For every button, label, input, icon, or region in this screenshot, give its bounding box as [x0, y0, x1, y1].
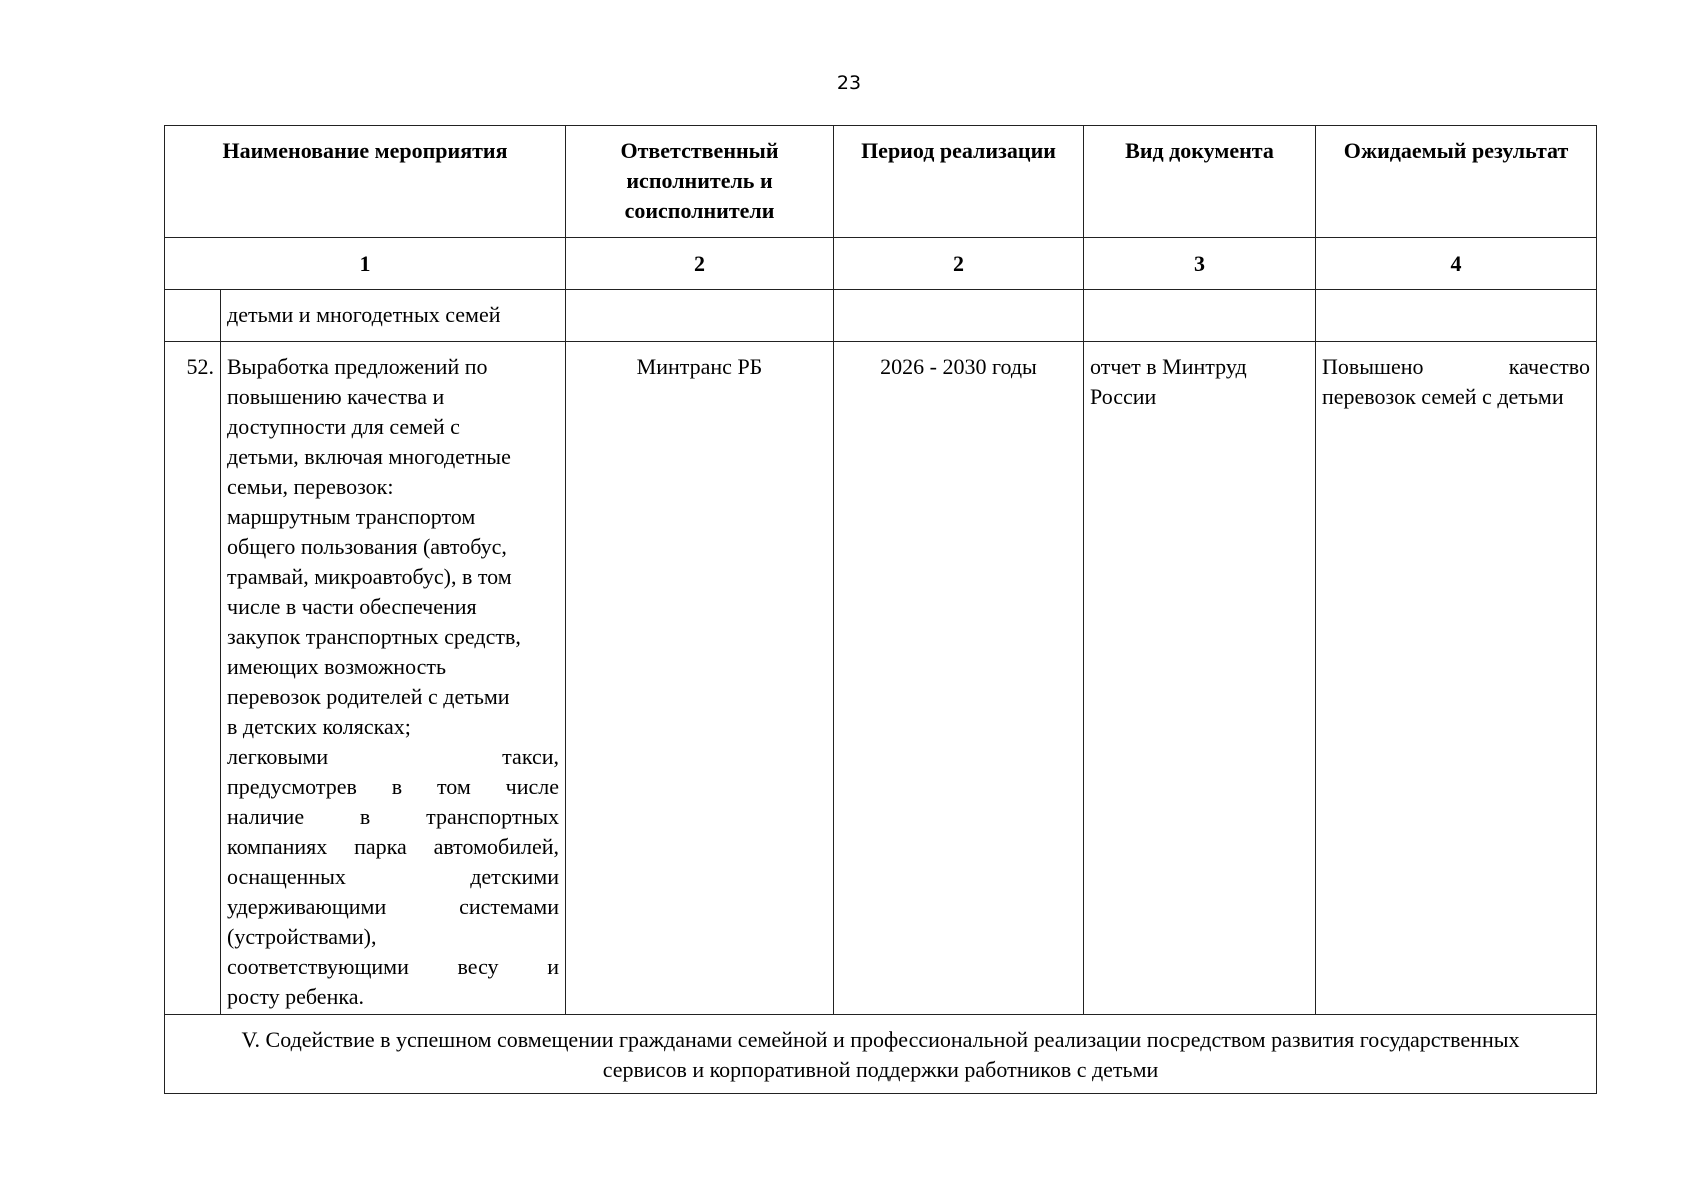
column-number: 3	[1084, 238, 1316, 290]
continuation-empty-cell	[834, 290, 1084, 342]
item-name-line: росту ребенка.	[227, 984, 364, 1009]
item-name-line: числе в части обеспечения	[227, 594, 477, 619]
header-period: Период реализации	[834, 126, 1084, 238]
item-name-line: предусмотрев в том числе	[227, 774, 559, 799]
page-number: 23	[836, 72, 862, 94]
document-type-line: отчет в Минтруд	[1090, 354, 1247, 379]
continuation-row	[165, 290, 1597, 342]
item-name-line: имеющих возможность	[227, 654, 447, 679]
section-heading-row	[165, 1015, 1597, 1094]
column-number: 2	[834, 238, 1084, 290]
item-name-line: легковыми такси,	[227, 744, 559, 769]
item-name-line: компаниях парка автомобилей,	[227, 834, 559, 859]
item-name-line: маршрутным транспортом	[227, 504, 476, 529]
item-name-line: соответствующими весу и	[227, 954, 559, 979]
continuation-text: детьми и многодетных семей	[221, 290, 566, 342]
item-name-line: Выработка предложений по	[227, 354, 488, 379]
item-name-line: общего пользования (автобус,	[227, 534, 507, 559]
column-numbers-row	[165, 238, 1597, 290]
item-name-line: оснащенных детскими	[227, 864, 559, 889]
item-number: 52.	[165, 342, 221, 1015]
item-name-line: наличие в транспортных	[227, 804, 559, 829]
item-name	[221, 342, 566, 1015]
section-heading-line: V. Содействие в успешном совмещении гражданами семейной и профессиональной реализации посредством развития государственных	[241, 1027, 1520, 1052]
column-number: 4	[1316, 238, 1597, 290]
section-heading	[165, 1015, 1597, 1094]
item-name-line: трамвай, микроавтобус), в том	[227, 564, 512, 589]
item-name-line: доступности для семей с	[227, 414, 460, 439]
item-name-line: закупок транспортных средств,	[227, 624, 521, 649]
action-plan-table	[164, 125, 1597, 1094]
header-expected-result: Ожидаемый результат	[1316, 126, 1597, 238]
item-name-line: повышению качества и	[227, 384, 445, 409]
header-event-name: Наименование мероприятия	[165, 126, 566, 238]
table-row-item-52	[165, 342, 1597, 1015]
item-name-line: в детских колясках;	[227, 714, 411, 739]
column-number: 2	[566, 238, 834, 290]
item-period: 2026 - 2030 годы	[834, 342, 1084, 1015]
item-name-line: перевозок родителей с детьми	[227, 684, 510, 709]
item-document-type	[1084, 342, 1316, 1015]
item-name-line: (устройствами),	[227, 924, 377, 949]
item-expected-result	[1316, 342, 1597, 1015]
continuation-empty-cell	[1316, 290, 1597, 342]
table-header-row	[165, 126, 1597, 238]
expected-result-line: перевозок семей с детьми	[1322, 384, 1564, 409]
header-responsible: Ответственный исполнитель и соисполнители	[566, 126, 834, 238]
column-number: 1	[165, 238, 566, 290]
item-name-line: семьи, перевозок:	[227, 474, 394, 499]
expected-result-line: Повышено качество	[1322, 354, 1590, 379]
item-responsible: Минтранс РБ	[566, 342, 834, 1015]
continuation-number-cell	[165, 290, 221, 342]
header-document-type: Вид документа	[1084, 126, 1316, 238]
section-heading-line: сервисов и корпоративной поддержки работников с детьми	[602, 1057, 1159, 1082]
item-name-line: удерживающими системами	[227, 894, 559, 919]
continuation-empty-cell	[566, 290, 834, 342]
item-name-line: детьми, включая многодетные	[227, 444, 511, 469]
document-type-line: России	[1090, 384, 1157, 409]
continuation-empty-cell	[1084, 290, 1316, 342]
